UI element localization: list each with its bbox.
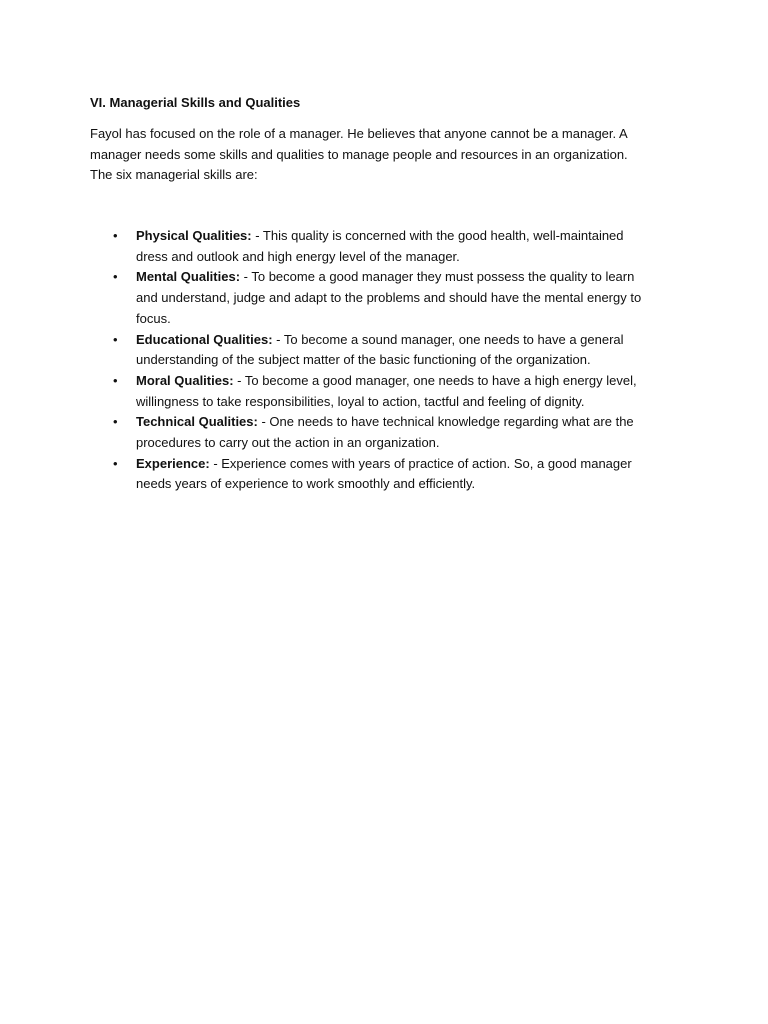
list-item-line: willingness to take responsibilities, loyal to action, tactful and feeling of dignity. [136,393,585,409]
list-item-line: understanding of the subject matter of the basic functioning of the organization. [136,352,591,368]
list-item-line [136,454,696,475]
intro-paragraph [90,124,690,186]
list-item-term: Experience: [136,455,210,471]
bullet-icon: • [113,269,118,285]
list-item-line [136,267,696,288]
list-item-line: dress and outlook and high energy level of the manager. [136,248,460,264]
intro-line: manager needs some skills and qualities to manage people and resources in an organization. [90,146,628,162]
bullet-icon: • [113,455,118,471]
intro-line: Fayol has focused on the role of a manager. He believes that anyone cannot be a manager. A [90,126,628,141]
list-item-line: and understand, judge and adapt to the problems and should have the mental energy to [136,290,642,306]
bullet-icon: • [113,414,118,430]
list-item-line: needs years of experience to work smoothly and efficiently. [136,476,476,492]
section-heading: VI. Managerial Skills and Qualities [90,95,301,110]
list-item-experience [0,454,696,495]
list-item-text: - One needs to have technical knowledge regarding what are the [257,414,634,430]
list-item-term: Moral Qualities: [136,372,234,388]
list-item-term: Educational Qualities: [136,331,273,347]
list-item-technical-qualities [0,412,696,453]
bullet-icon: • [113,228,118,243]
list-item-term: Physical Qualities: [136,228,252,243]
list-item-line [136,226,696,247]
bullet-icon: • [113,372,118,388]
list-item-line [136,412,696,433]
intro-line: The six managerial skills are: [90,167,258,182]
list-item-mental-qualities [0,267,696,329]
list-item-line [136,330,696,351]
list-item-line: procedures to carry out the action in an organization. [136,435,440,451]
list-item-text: - This quality is concerned with the good health, well-maintained [251,228,624,243]
list-item-moral-qualities [0,371,696,412]
list-item-educational-qualities [0,330,696,371]
list-item-term: Mental Qualities: [136,269,241,285]
list-item-text: - To become a good manager they must possess the quality to learn [240,269,635,285]
list-item-text: - Experience comes with years of practice of action. So, a good manager [209,455,632,471]
bullet-icon: • [113,331,118,347]
list-item-line: focus. [136,310,171,326]
list-item-line [136,371,696,392]
qualities-list [0,226,768,495]
list-item-term: Technical Qualities: [136,414,258,430]
list-item-text: - To become a sound manager, one needs to have a general [272,331,624,347]
list-item-text: - To become a good manager, one needs to have a high energy level, [233,372,637,388]
list-item-physical-qualities [0,226,696,267]
